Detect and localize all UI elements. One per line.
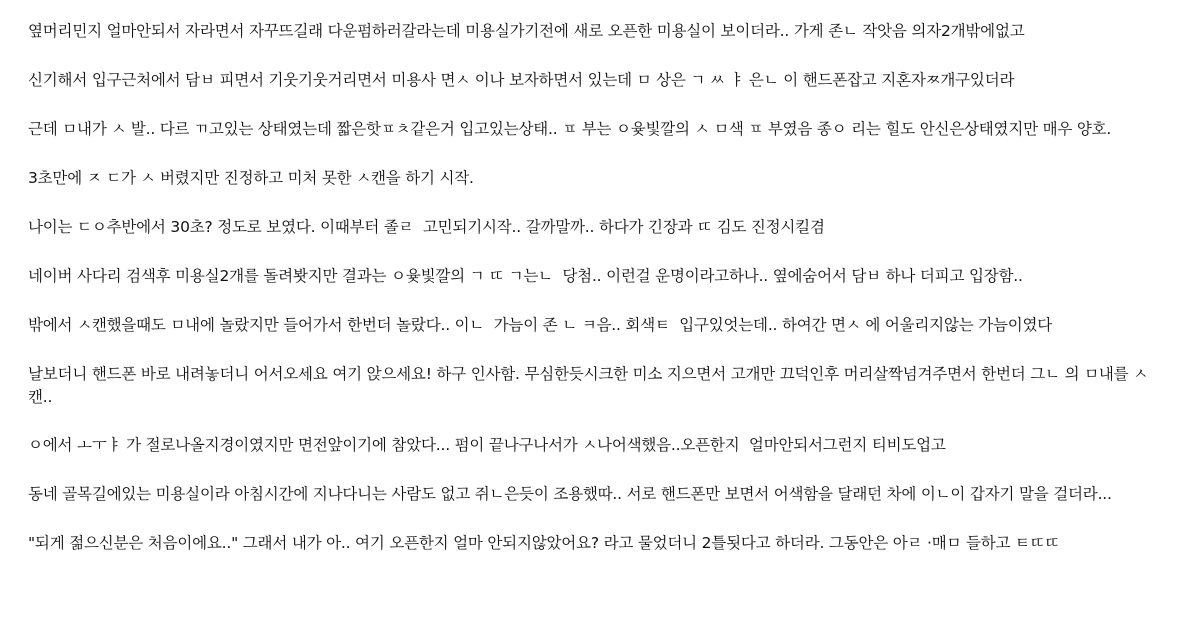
paragraph: 옆머리민지 얼마안되서 자라면서 자꾸뜨길래 다운펌하러갈라는데 미용실가기전에 새로 오픈한 미용실이 보이더라.. 가게 존ㄴ 작앗음 의자2개밖에없고 [28, 22, 1025, 40]
paragraph: 신기해서 입구근처에서 담ㅂ 피면서 기웃기웃거리면서 미용사 면ㅅ 이나 보자하면서 있는데 ㅁ 상은 ㄱ ㅆ ㅑ 은ㄴ 이 핸드폰잡고 지혼자ㅉ개구있더라 [28, 70, 1015, 89]
paragraph: 근데 ㅁ내가 ㅅ 발.. 다르 ㄲ고있는 상태였는데 짧은핫ㅍㅊ같은거 입고있는상태.. ㅍ 부는 ㅇ윶빛깔의 ㅅ ㅁ색 ㅍ 부였음 종ㅇ 리는 힐도 안신은상태였지만 매우 양호. [28, 119, 1112, 138]
paragraph: 동네 골목길에있는 미용실이라 아침시간에 지나다니는 사람도 없고 쥐ㄴ은듯이 조용했따.. 서로 핸드폰만 보면서 어색함을 달래던 차에 이ㄴ이 갑자기 말을 걸더라... [28, 485, 1112, 504]
paragraph: ㅇ에서 ㅗㅜㅑ 가 절로나올지경이였지만 면전앞이기에 참았다... 펌이 끝나구나서가 ㅅ나어색했음..오픈한지 얼마안되서그런지 티비도업고 [28, 436, 946, 455]
paragraph: 나이는 ㄷㅇ추반에서 30초? 정도로 보였다. 이때부터 졸ㄹ 고민되기시작.. 갈까말까.. 하다가 긴장과 ㄸ 김도 진정시킬겸 [28, 217, 825, 236]
paragraph: 3초만에 ㅈ ㄷ가 ㅅ 버렸지만 진정하고 미처 못한 ㅅ캔을 하기 시작. [28, 168, 474, 187]
paragraph: "되게 젊으신분은 처음이에요.." 그래서 내가 아.. 여기 오픈한지 얼마 안되지않았어요? 라고 물었더니 2틀됫다고 하더라. 그동안은 아ㄹ ·매ㅁ 들하고 ㅌㄸㄸ [28, 534, 1060, 553]
paragraph: 밖에서 ㅅ캔했을때도 ㅁ내에 놀랐지만 들어가서 한번더 놀랐다.. 이ㄴ 가늠이 존 ㄴ ㅋ음.. 회색ㅌ 입구있엇는데.. 하여간 면ㅅ 에 어울리지않는 가늠이였다 [28, 315, 1053, 334]
paragraph: 날보더니 핸드폰 바로 내려놓더니 어서오세요 여기 앉으세요! 하구 인사함. 무심한듯시크한 미소 지으면서 고개만 끄덕인후 머리살짝넘겨주면서 한번더 그ㄴ 의 ㅁ내를 ㅅ캔.. [28, 364, 1148, 406]
paragraph: 네이버 사다리 검색후 미용실2개를 돌려봣지만 결과는 ㅇ윶빛깔의 ㄱ ㄸ ㄱ는ㄴ 당첨.. 이런걸 운명이라고하나.. 옆에숨어서 담ㅂ 하나 더피고 입장함.. [28, 266, 1023, 285]
